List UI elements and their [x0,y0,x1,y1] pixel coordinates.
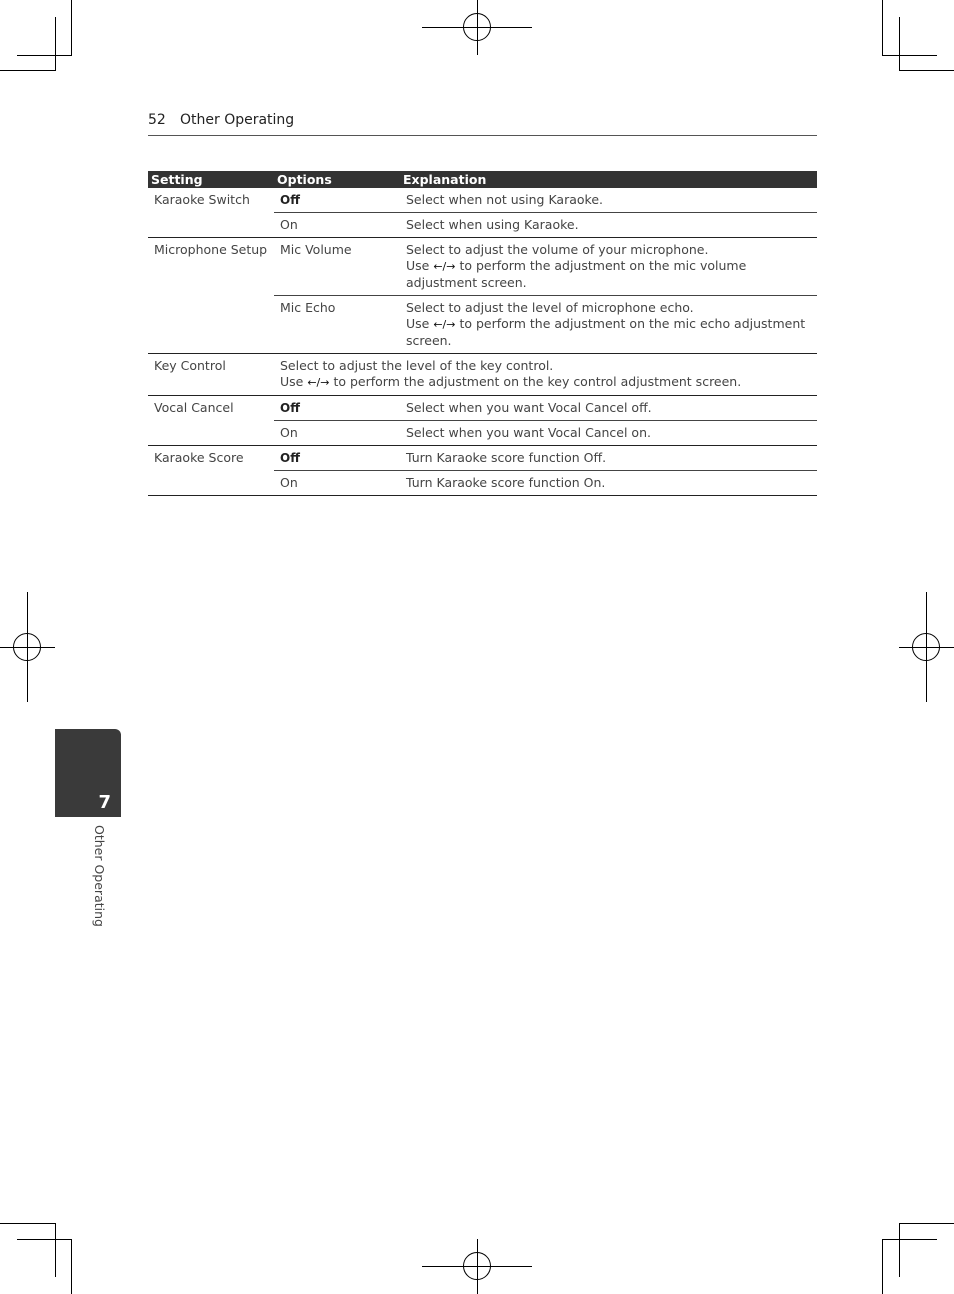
setting-cell: Karaoke Score [148,446,274,496]
chapter-number: 7 [98,792,111,813]
option-cell: Off [274,188,400,213]
column-header-explanation: Explanation [400,171,817,188]
crop-mark-top-left-h [0,70,55,71]
explanation-line: Select to adjust the volume of your microphone. [406,242,709,257]
explanation-cell [274,354,817,396]
crop-mark-top-right-h [899,70,954,71]
settings-table [148,171,817,496]
crop-mark-bottom-right-h2 [882,1239,937,1240]
explanation-line: to perform the adjustment on the mic echo adjustment screen. [406,316,806,348]
option-cell: Off [274,446,400,471]
explanation-use: Use [280,374,304,389]
explanation-cell [400,296,817,354]
option-cell: Mic Echo [274,296,400,354]
crop-mark-bottom-right-v [899,1223,900,1277]
crop-mark-top-left-v [55,17,56,71]
table-row [148,446,817,471]
crop-mark-bottom-right-h [899,1223,954,1224]
table-row [148,354,817,396]
crop-mark-top-right-h2 [882,55,937,56]
crop-mark-top-right-v [899,17,900,71]
option-cell: Off [274,396,400,421]
explanation-use: Use [406,316,430,331]
crop-mark-bottom-left-h [0,1223,55,1224]
section-title: Other Operating [180,112,295,128]
option-cell: Mic Volume [274,238,400,296]
left-right-arrow-icon: ←/→ [433,260,456,273]
page-number: 52 [148,112,166,128]
crop-mark-top-right-v2 [882,0,883,55]
chapter-label: Other Operating [92,825,107,927]
explanation-line: Select to adjust the level of the key control. [280,358,554,373]
table-row [148,238,817,296]
explanation-cell [400,238,817,296]
explanation-cell: Select when you want Vocal Cancel off. [400,396,817,421]
table-row [148,396,817,421]
explanation-cell: Turn Karaoke score function Off. [400,446,817,471]
crop-mark-bottom-left-v [55,1223,56,1277]
explanation-use: Use [406,258,430,273]
explanation-cell: Select when not using Karaoke. [400,188,817,213]
setting-cell: Karaoke Switch [148,188,274,238]
table-row [148,188,817,213]
option-cell: On [274,213,400,238]
crop-mark-bottom-left-h2 [17,1239,72,1240]
table-header-row [148,171,817,188]
explanation-line: Select to adjust the level of microphone echo. [406,300,694,315]
left-right-arrow-icon: ←/→ [307,376,330,389]
setting-cell: Microphone Setup [148,238,274,354]
explanation-cell: Select when using Karaoke. [400,213,817,238]
page-header [148,112,817,136]
explanation-line: to perform the adjustment on the key control adjustment screen. [333,374,742,389]
chapter-tab [55,729,121,817]
column-header-setting: Setting [148,171,274,188]
option-cell: On [274,471,400,496]
crop-mark-top-left-h2 [17,55,72,56]
crop-mark-bottom-right-v2 [882,1239,883,1294]
crop-mark-top-left-v2 [71,0,72,55]
explanation-cell: Select when you want Vocal Cancel on. [400,421,817,446]
left-right-arrow-icon: ←/→ [433,318,456,331]
explanation-line: to perform the adjustment on the mic volume adjustment screen. [406,258,747,290]
column-header-options: Options [274,171,400,188]
setting-cell: Vocal Cancel [148,396,274,446]
option-cell: On [274,421,400,446]
explanation-cell: Turn Karaoke score function On. [400,471,817,496]
setting-cell: Key Control [148,354,274,396]
crop-mark-bottom-left-v2 [71,1239,72,1294]
